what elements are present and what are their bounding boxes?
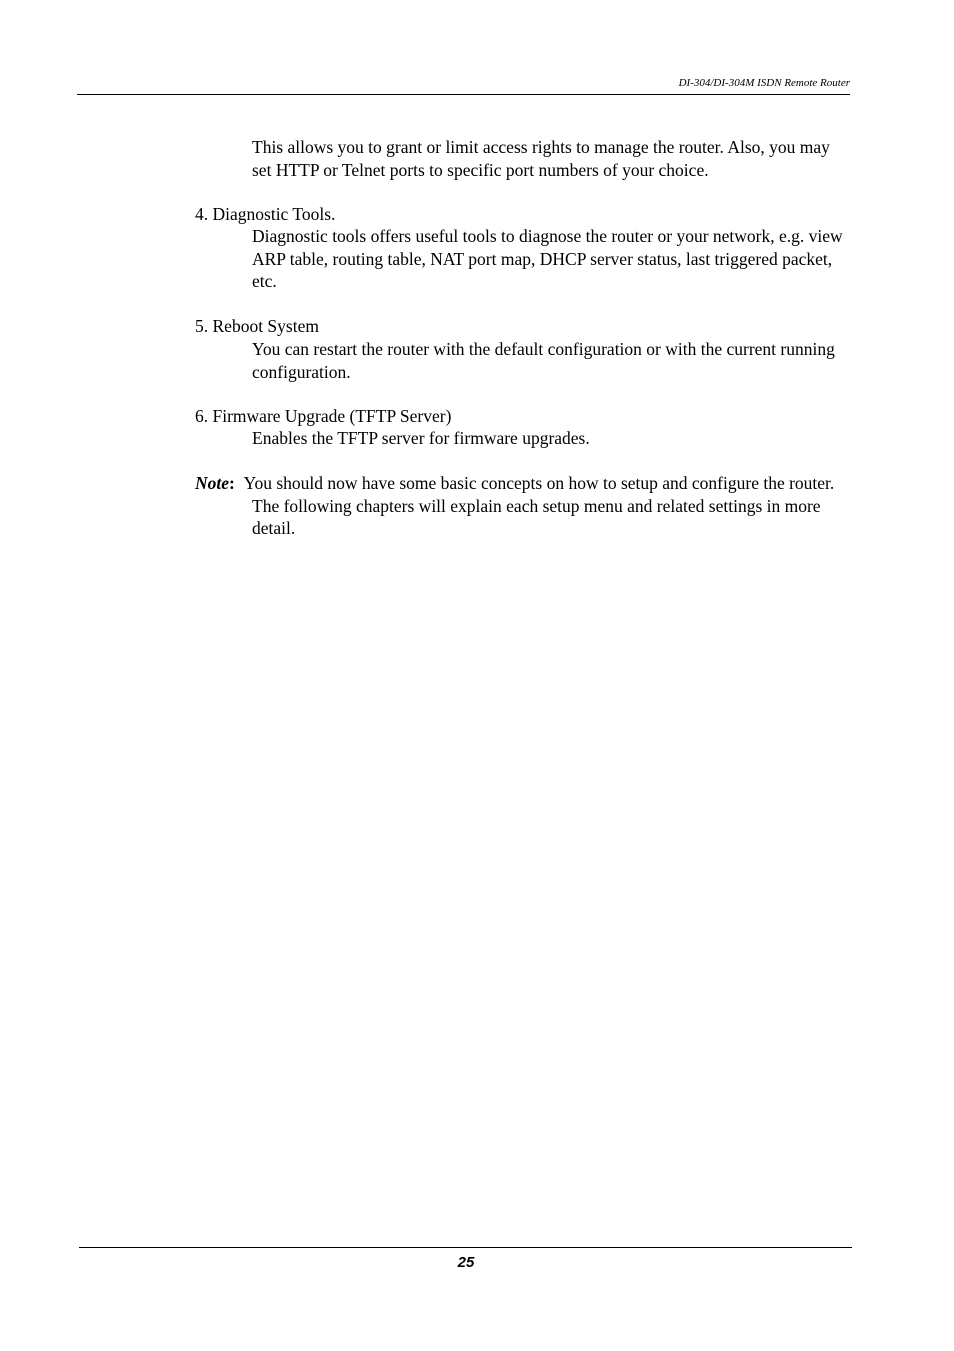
item-title-diagnostic-tools: 4. Diagnostic Tools.: [195, 204, 336, 224]
intro-paragraph: This allows you to grant or limit access rights to manage the router. Also, you may set HTTP or Telnet ports to specific port numbers of your choice.: [252, 137, 830, 180]
header-rule: [77, 94, 850, 95]
note-colon: :: [229, 473, 235, 493]
note-paragraph: [195, 472, 855, 540]
note-label: Note: [195, 473, 230, 493]
footer-rule: [79, 1247, 852, 1248]
item-text-firmware-upgrade: Enables the TFTP server for firmware upgrades.: [252, 428, 590, 448]
note-text: You should now have some basic concepts on how to setup and configure the router. The following chapters will explain each setup menu and related settings in more detail.: [243, 473, 835, 538]
item-title-reboot-system: 5. Reboot System: [195, 316, 319, 336]
page-number: 25: [457, 1254, 475, 1271]
item-title-firmware-upgrade: 6. Firmware Upgrade (TFTP Server): [195, 406, 452, 426]
item-text-reboot-system: You can restart the router with the default configuration or with the current running configuration.: [252, 339, 835, 382]
running-header: DI-304/DI-304M ISDN Remote Router: [678, 77, 850, 89]
item-text-diagnostic-tools: Diagnostic tools offers useful tools to diagnose the router or your network, e.g. view ARP table, routing table, NAT port map, DHCP server status, last triggered packet, etc.: [252, 226, 843, 291]
